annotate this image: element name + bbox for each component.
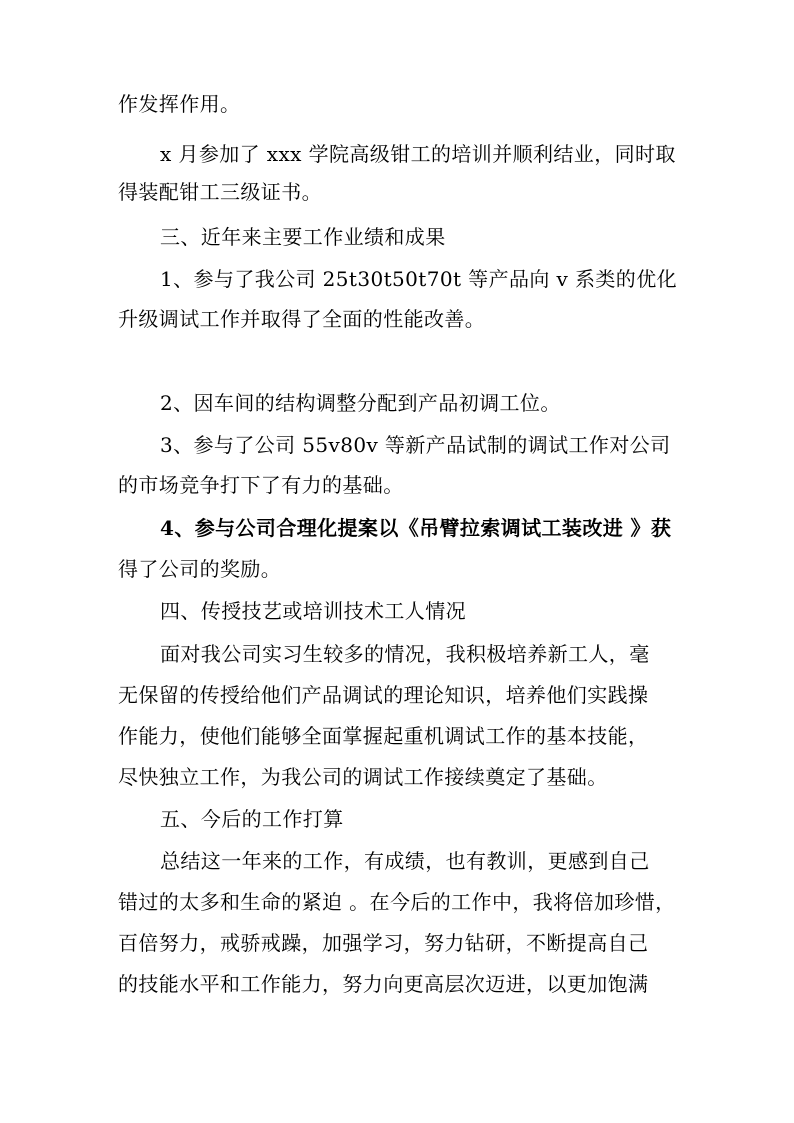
text-line: 得装配钳工三级证书。: [118, 180, 322, 204]
section-heading-5: 五、今后的工作打算: [160, 807, 344, 831]
text-line: 错过的太多和生命的紧迫 。在今后的工作中，我将倍加珍惜，: [118, 890, 676, 914]
section-heading-4: 四、传授技艺或培训技术工人情况: [160, 599, 466, 623]
text-line: x 月参加了 xxx 学院高级钳工的培训并顺利结业，同时取: [160, 142, 676, 166]
text-line: 面对我公司实习生较多的情况，我积极培养新工人，毫: [160, 642, 650, 666]
text-line: 4、参与公司合理化提案以《吊臂拉索调试工装改进 》获: [160, 516, 672, 540]
text-line: 作发挥作用。: [118, 92, 241, 116]
text-line: 升级调试工作并取得了全面的性能改善。: [118, 307, 486, 331]
text-line: 3、参与了公司 55v80v 等新产品试制的调试工作对公司: [160, 433, 671, 457]
text-line: 百倍努力，戒骄戒躁，加强学习，努力钻研，不断提高自己: [118, 931, 649, 955]
text-line: 2、因车间的结构调整分配到产品初调工位。: [160, 391, 561, 415]
text-line: 作能力，使他们能够全面掌握起重机调试工作的基本技能，: [118, 724, 649, 748]
text-line: 无保留的传授给他们产品调试的理论知识，培养他们实践操: [118, 683, 649, 707]
text-line: 得了公司的奖励。: [118, 557, 282, 581]
text-line: 的技能水平和工作能力，努力向更高层次迈进，以更加饱满: [118, 972, 649, 996]
text-line: 1、参与了我公司 25t30t50t70t 等产品向 v 系类的优化: [160, 267, 677, 291]
text-line: 的市场竞争打下了有力的基础。: [118, 473, 404, 497]
section-heading-3: 三、近年来主要工作业绩和成果: [160, 225, 446, 249]
text-line: 总结这一年来的工作，有成绩，也有教训，更感到自己: [160, 849, 650, 873]
text-line: 尽快独立工作，为我公司的调试工作接续奠定了基础。: [118, 765, 608, 789]
